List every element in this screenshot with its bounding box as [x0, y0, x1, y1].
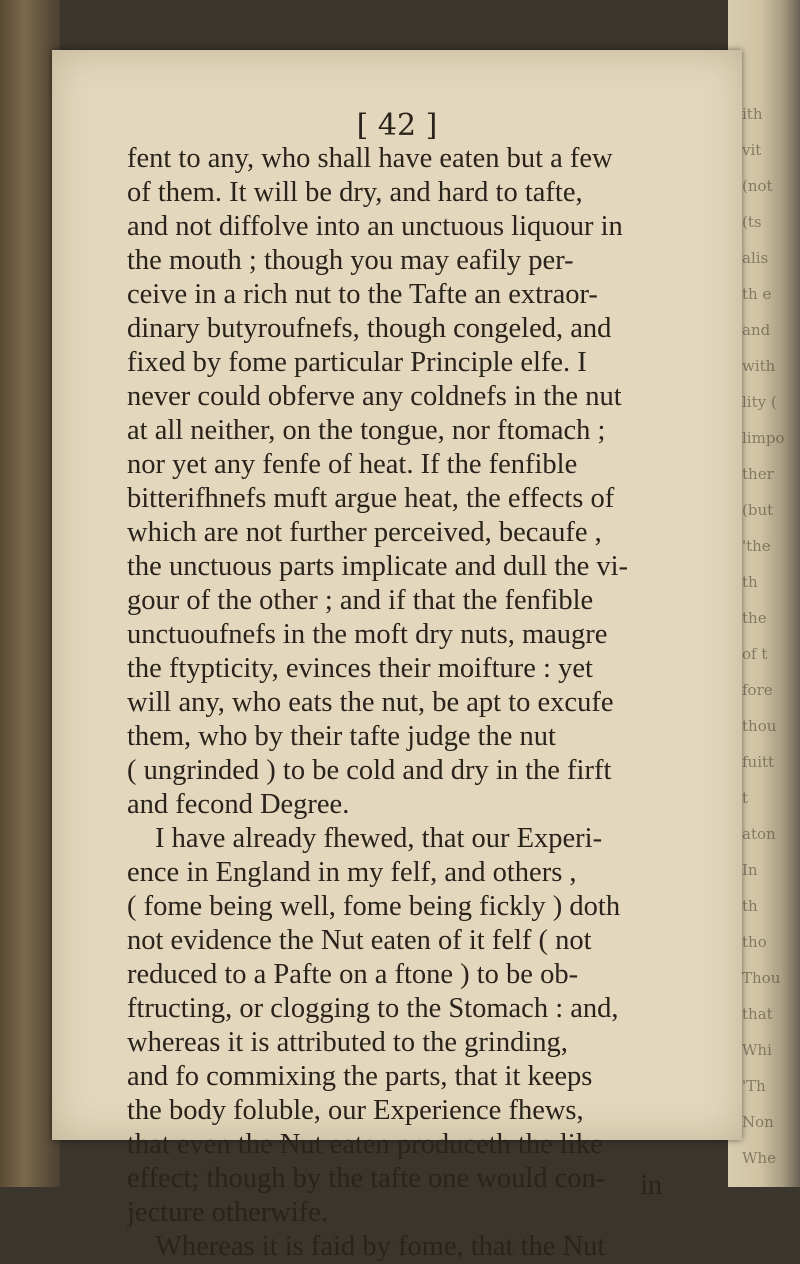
- text-line: nor yet any fenfe of heat. If the fenfible: [127, 449, 578, 480]
- facing-page-fragment: Whe: [742, 1149, 776, 1167]
- book-page: [52, 50, 742, 1262]
- facing-page-fragment: Non: [742, 1113, 774, 1131]
- facing-page-fragment: ith: [742, 105, 763, 123]
- facing-page-fragment: thou: [742, 717, 777, 735]
- text-line: that even the Nut eaten produceth the like: [127, 1129, 603, 1160]
- text-line: at all neither, on the tongue, nor ftomach ;: [127, 415, 606, 446]
- facing-page-fragment: 'the: [742, 537, 771, 555]
- text-line: ( ungrinded ) to be cold and dry in the firft: [127, 755, 612, 786]
- text-line: the mouth ; though you may eafily per-: [127, 245, 574, 276]
- page-body-text: [127, 142, 727, 1264]
- text-line: them, who by their tafte judge the nut: [127, 721, 556, 752]
- facing-page-fragment: tho: [742, 933, 767, 951]
- facing-page-fragment: alis: [742, 249, 769, 267]
- text-line: ence in England in my felf, and others ,: [127, 857, 577, 888]
- text-line: the unctuous parts implicate and dull the vi-: [127, 551, 629, 582]
- facing-page-fragment: that: [742, 1005, 773, 1023]
- facing-page-fragment: th: [742, 897, 758, 915]
- facing-page-fragment: fore: [742, 681, 773, 699]
- page-number: [ 42 ]: [356, 108, 438, 143]
- facing-page-fragment: of t: [742, 645, 768, 663]
- facing-page-fragment: (but: [742, 501, 774, 519]
- text-line: bitterifhnefs muft argue heat, the effects of: [127, 483, 615, 514]
- text-line: and fecond Degree.: [127, 789, 350, 820]
- text-line: gour of the other ; and if that the fenfible: [127, 585, 594, 616]
- facing-page-fragment: lity (: [742, 393, 777, 411]
- facing-page-fragment: with: [742, 357, 776, 375]
- facing-page-fragment: ther: [742, 465, 774, 483]
- facing-page-fragment: th e: [742, 285, 772, 303]
- text-line: jecture otherwife.: [127, 1197, 328, 1228]
- text-line: effect; though by the tafte one would con-: [127, 1163, 606, 1194]
- text-line: never could obferve any coldnefs in the nut: [127, 381, 622, 412]
- text-line: will any, who eats the nut, be apt to excufe: [127, 687, 614, 718]
- text-line: I have already fhewed, that our Experi-: [155, 823, 603, 854]
- facing-page-fragment: vit: [742, 141, 762, 159]
- facing-page-fragment: Whi: [742, 1041, 772, 1059]
- text-line: the ftypticity, evinces their moifture : yet: [127, 653, 593, 684]
- facing-page-fragment: fuitt: [742, 753, 775, 771]
- facing-page-fragment: and: [742, 321, 771, 339]
- text-line: and fo commixing the parts, that it keeps: [127, 1061, 593, 1092]
- facing-page-fragment: (not: [742, 177, 773, 195]
- facing-page-fragment: limpo: [742, 429, 785, 447]
- facing-page-fragment: the: [742, 609, 767, 627]
- text-line: fixed by fome particular Principle elfe. I: [127, 347, 587, 378]
- facing-page-fragment: Thou: [742, 969, 781, 987]
- text-line: which are not further perceived, becaufe ,: [127, 517, 602, 548]
- facing-page-text: [742, 96, 792, 1176]
- text-line: ( fome being well, fome being fickly ) doth: [127, 891, 621, 922]
- text-line: and not diffolve into an unctuous liquour in: [127, 211, 623, 242]
- text-line: fent to any, who shall have eaten but a few: [127, 143, 613, 174]
- text-line: dinary butyroufnefs, though congeled, and: [127, 313, 612, 344]
- text-line: ftructing, or clogging to the Stomach : and,: [127, 993, 619, 1024]
- catchword: in: [640, 1170, 662, 1201]
- facing-page-fragment: (ts: [742, 213, 762, 231]
- text-line: the body foluble, our Experience fhews,: [127, 1095, 584, 1126]
- facing-page-fragment: aton: [742, 825, 776, 843]
- facing-page-fragment: In: [742, 861, 758, 879]
- facing-page-fragment: 'Th: [742, 1077, 766, 1095]
- text-line: ceive in a rich nut to the Tafte an extraor-: [127, 279, 598, 310]
- text-line: unctuoufnefs in the moft dry nuts, maugre: [127, 619, 608, 650]
- facing-page-fragment: t: [742, 789, 749, 807]
- text-line: reduced to a Pafte on a ftone ) to be ob-: [127, 959, 579, 990]
- left-binding-edge: [0, 0, 60, 1187]
- text-line: not evidence the Nut eaten of it felf ( not: [127, 925, 592, 956]
- facing-page-fragment: th: [742, 573, 758, 591]
- text-line: whereas it is attributed to the grinding,: [127, 1027, 568, 1058]
- text-line: of them. It will be dry, and hard to tafte,: [127, 177, 583, 208]
- text-line: Whereas it is faid by fome, that the Nut: [155, 1231, 606, 1262]
